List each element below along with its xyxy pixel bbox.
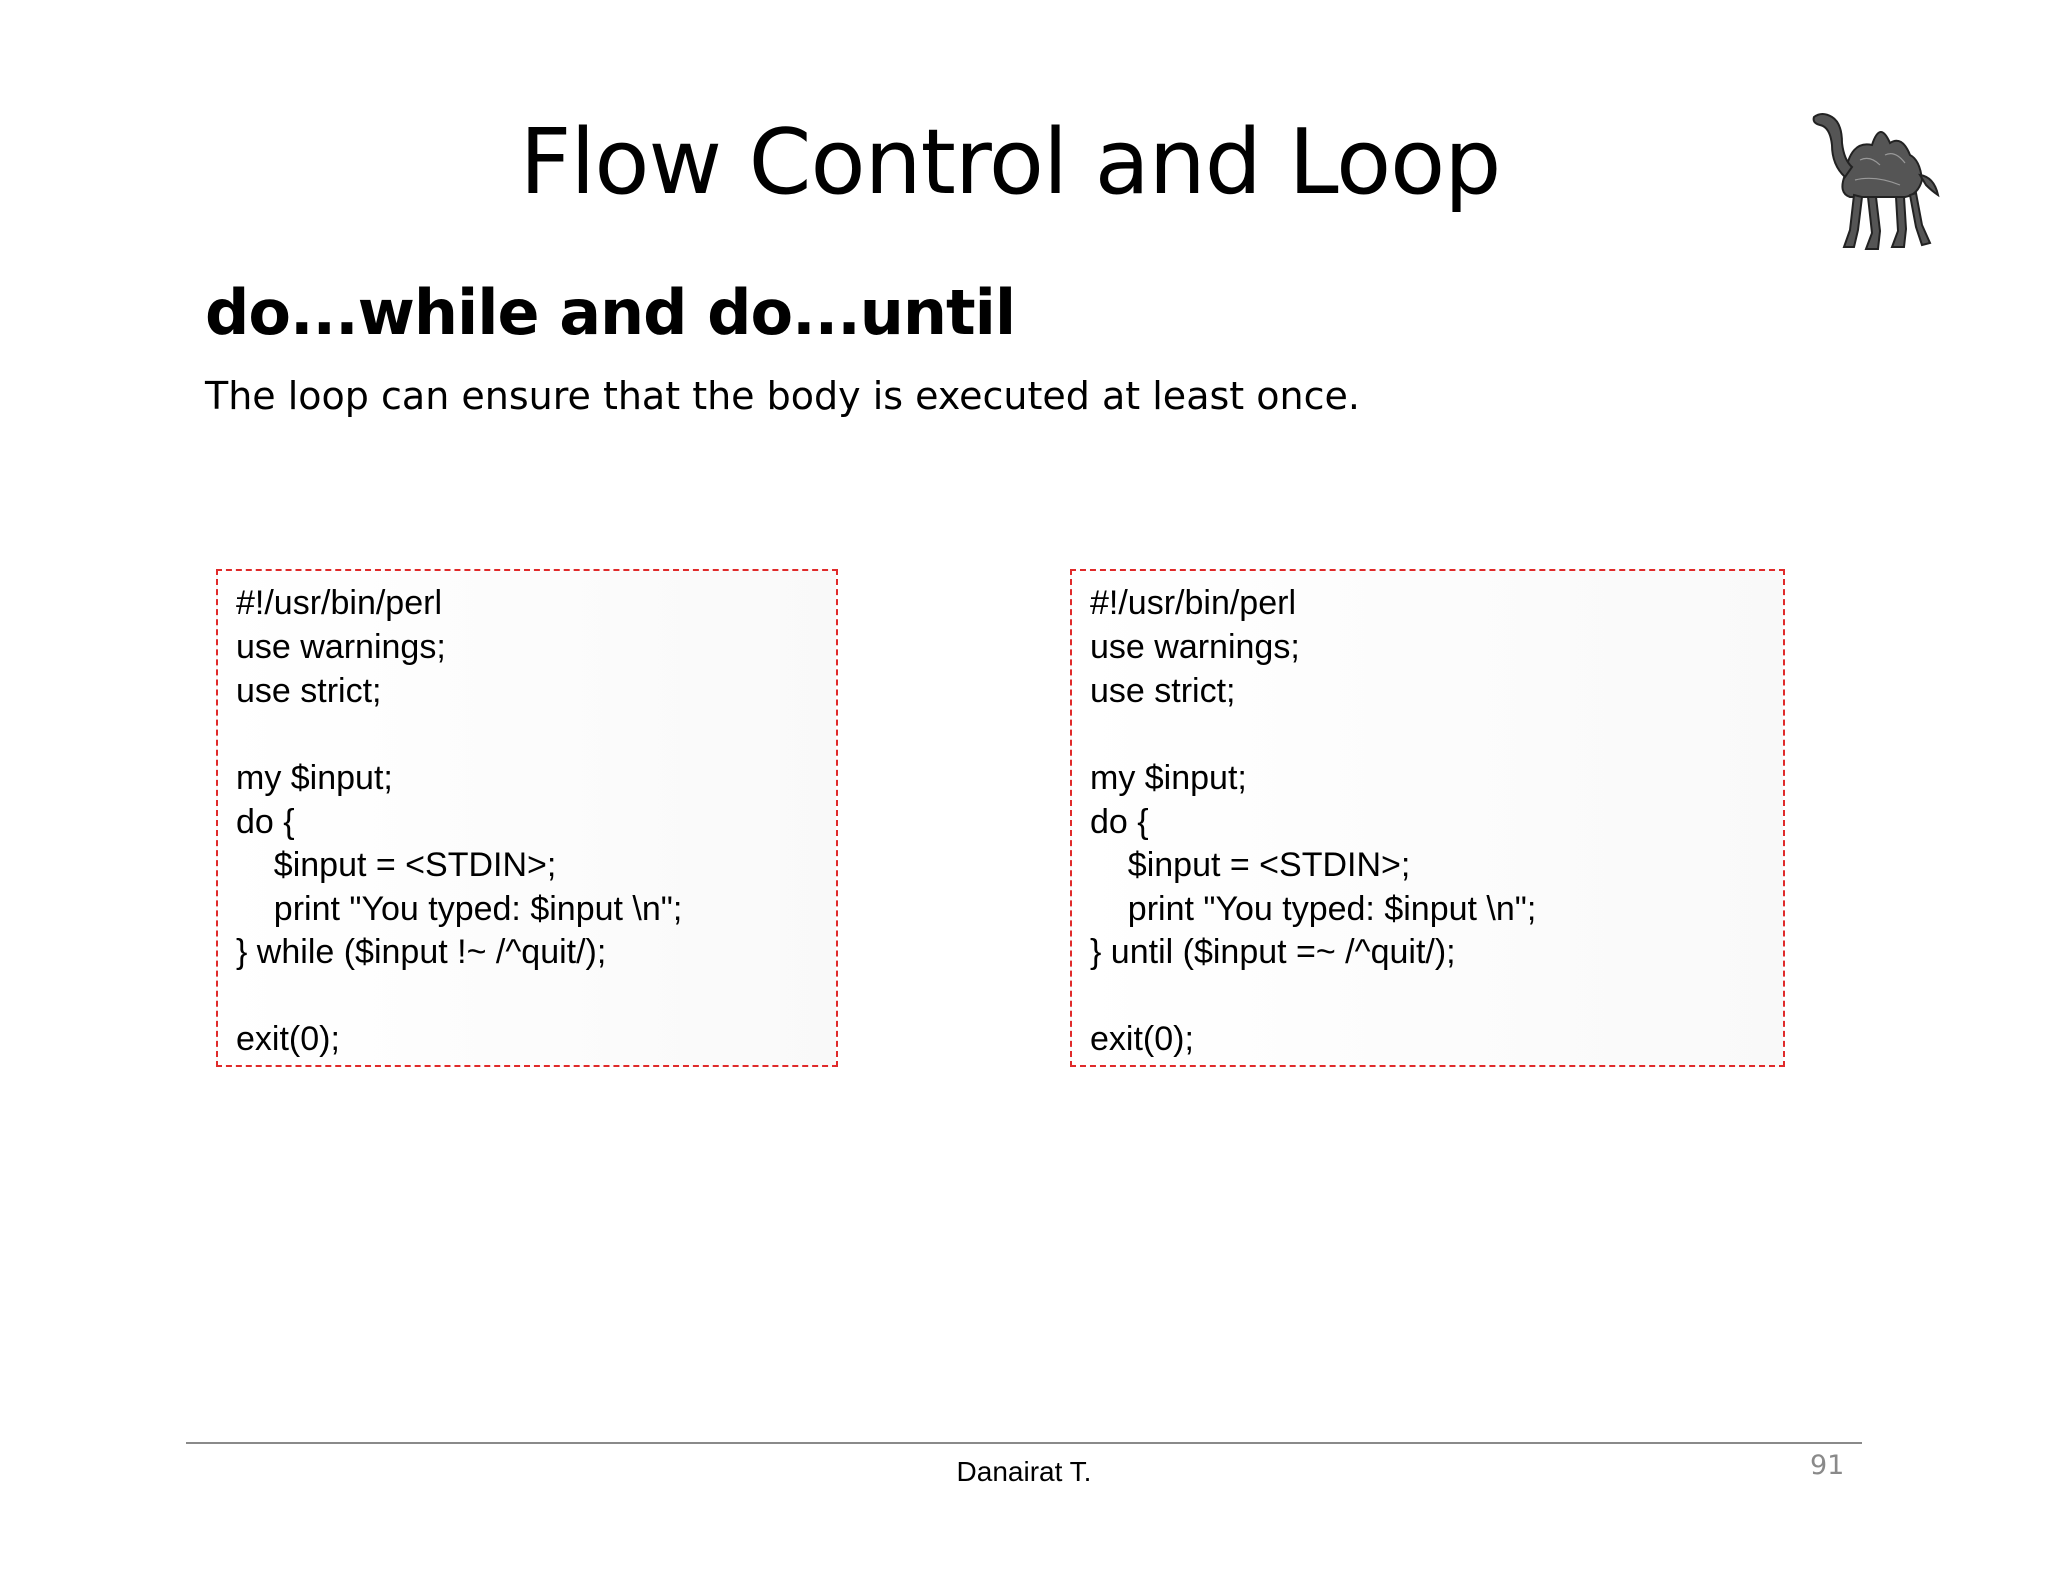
code-line: #!/usr/bin/perl bbox=[1090, 584, 1296, 622]
footer-divider bbox=[186, 1442, 1862, 1444]
perl-camel-icon bbox=[1810, 105, 1945, 255]
code-line: use strict; bbox=[236, 672, 382, 710]
code-line: print "You typed: $input \n"; bbox=[1090, 890, 1537, 928]
code-line: #!/usr/bin/perl bbox=[236, 584, 442, 622]
code-line: do { bbox=[1090, 803, 1149, 841]
code-line: exit(0); bbox=[236, 1020, 340, 1058]
section-heading: do...while and do...until bbox=[205, 276, 1016, 349]
code-line: $input = <STDIN>; bbox=[1090, 846, 1411, 884]
code-line: use warnings; bbox=[1090, 628, 1300, 666]
code-line: } while ($input !~ /^quit/); bbox=[236, 933, 607, 971]
code-block-do-while bbox=[216, 569, 838, 1067]
code-line: my $input; bbox=[1090, 759, 1247, 797]
code-line: print "You typed: $input \n"; bbox=[236, 890, 683, 928]
slide-title: Flow Control and Loop bbox=[519, 110, 1501, 215]
code-line: do { bbox=[236, 803, 295, 841]
slide-description: The loop can ensure that the body is executed at least once. bbox=[205, 374, 1360, 418]
code-line: use strict; bbox=[1090, 672, 1236, 710]
code-line: } until ($input =~ /^quit/); bbox=[1090, 933, 1456, 971]
code-line: $input = <STDIN>; bbox=[236, 846, 557, 884]
code-block-do-until bbox=[1070, 569, 1785, 1067]
code-line: use warnings; bbox=[236, 628, 446, 666]
code-line: exit(0); bbox=[1090, 1020, 1194, 1058]
page-number: 91 bbox=[1810, 1450, 1845, 1481]
code-line: my $input; bbox=[236, 759, 393, 797]
footer-author: Danairat T. bbox=[956, 1456, 1092, 1487]
